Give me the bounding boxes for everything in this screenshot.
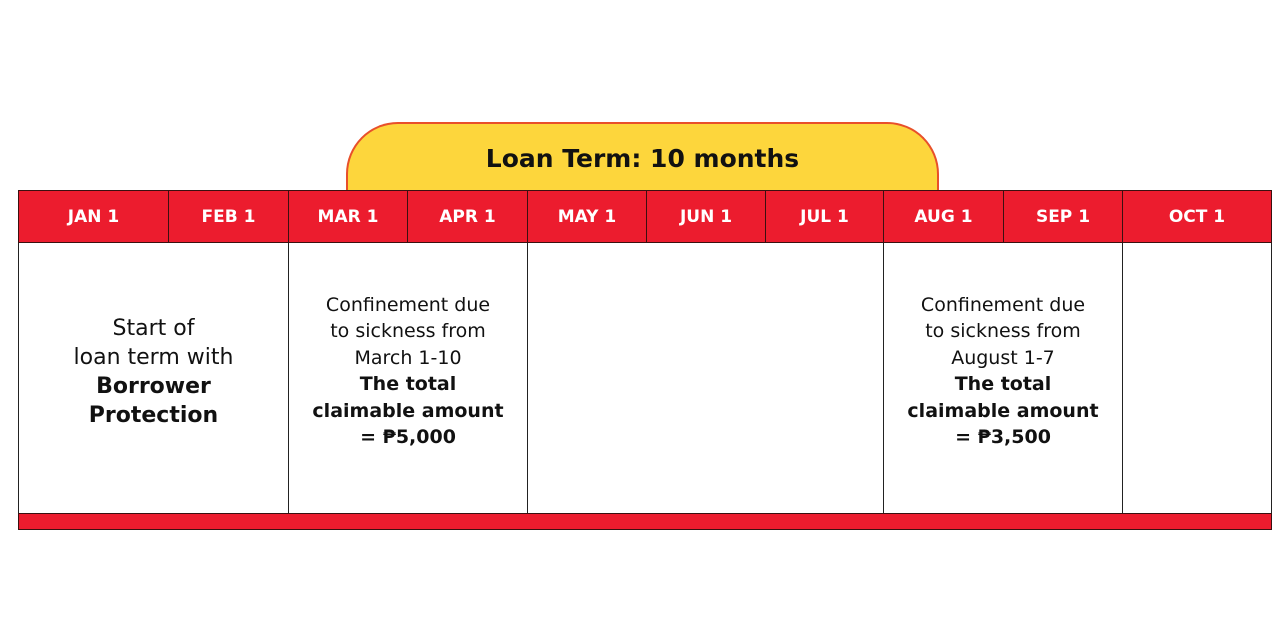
bottom-bar xyxy=(18,513,1272,530)
month-header-jul: JUL 1 xyxy=(765,190,884,243)
start-bold-1: Borrower xyxy=(96,374,211,399)
march-text-3: March 1-10 xyxy=(354,346,462,369)
august-text-2: to sickness from xyxy=(925,320,1081,342)
month-header-jan: JAN 1 xyxy=(18,190,169,243)
empty-cell xyxy=(527,243,884,514)
month-header-sep: SEP 1 xyxy=(1003,190,1123,243)
loan-term-title: Loan Term: 10 months xyxy=(485,143,800,173)
october-cell xyxy=(1122,243,1272,514)
month-header-feb: FEB 1 xyxy=(168,190,289,243)
month-header-mar: MAR 1 xyxy=(288,190,408,243)
month-header-apr: APR 1 xyxy=(407,190,528,243)
month-header-aug: AUG 1 xyxy=(883,190,1004,243)
august-amount: = ₱3,500 xyxy=(955,426,1051,448)
august-bold-1: The total xyxy=(954,373,1052,395)
march-cell xyxy=(288,243,528,514)
august-text-3: August 1-7 xyxy=(951,346,1055,369)
march-text-2: to sickness from xyxy=(330,320,486,342)
start-cell xyxy=(18,243,289,514)
month-header-may: MAY 1 xyxy=(527,190,647,243)
start-bold-2: Protection xyxy=(88,403,219,428)
march-bold-1: The total xyxy=(359,373,457,395)
march-amount: = ₱5,000 xyxy=(360,426,456,448)
month-header-jun: JUN 1 xyxy=(646,190,766,243)
march-bold-2: claimable amount xyxy=(312,399,504,422)
start-text-1: Start of xyxy=(112,316,195,341)
august-bold-2: claimable amount xyxy=(907,399,1099,422)
march-text-1: Confinement due xyxy=(325,293,491,316)
month-header-oct: OCT 1 xyxy=(1122,190,1272,243)
august-cell xyxy=(883,243,1123,514)
start-text-2: loan term with xyxy=(73,345,234,370)
august-text-1: Confinement due xyxy=(920,293,1086,316)
loan-term-tab xyxy=(346,122,939,192)
